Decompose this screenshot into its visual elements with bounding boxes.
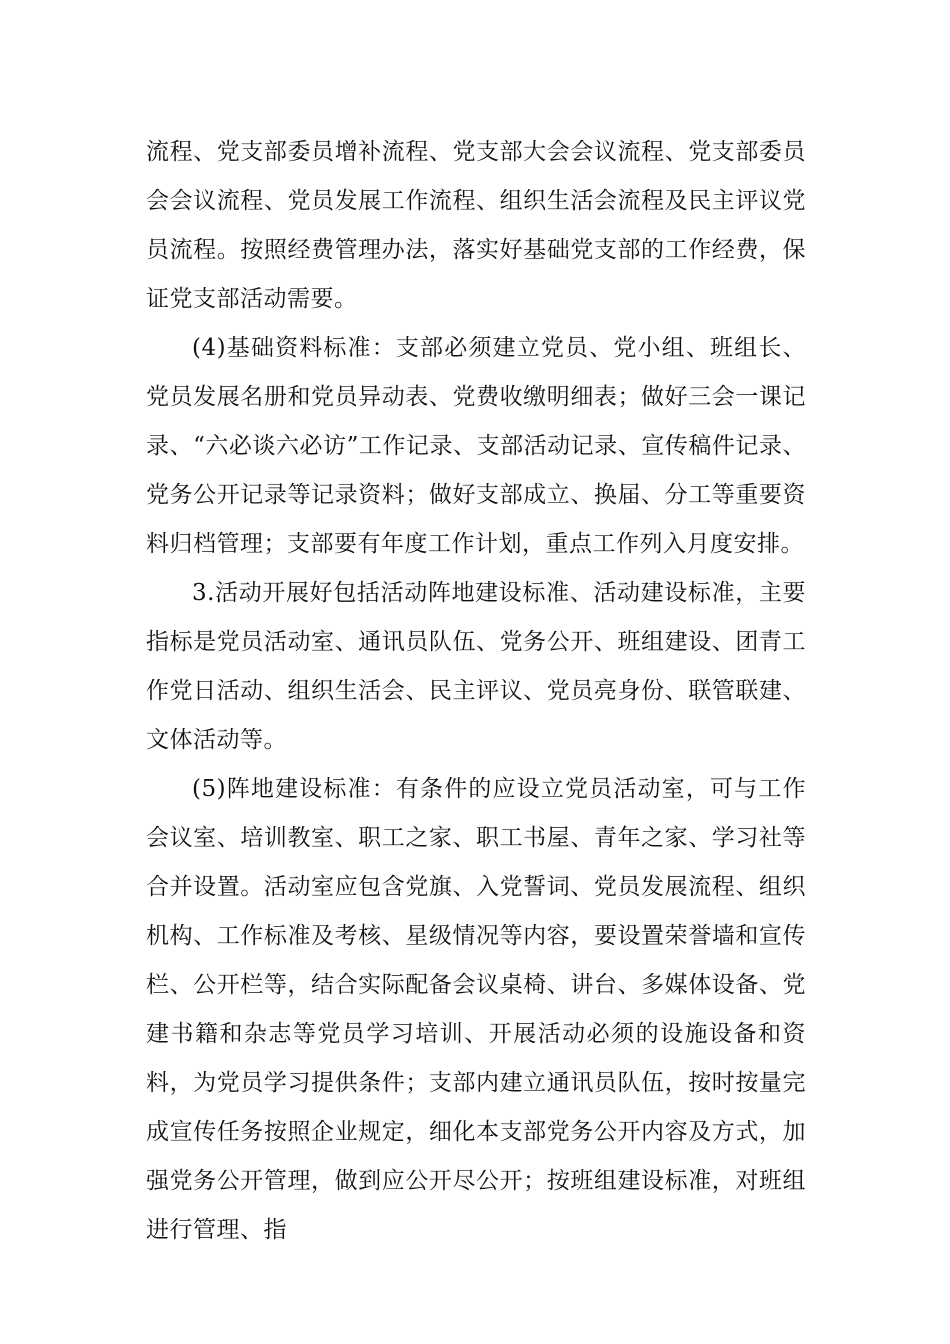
paragraph-basic-materials-standard: (4)基础资料标准：支部必须建立党员、党小组、班组长、党员发展名册和党员异动表、党费收缴明细表；做好三会一课记录、“六必谈六必访”工作记录、支部活动记录、宣传稿件记录、党务公开记录等记录资料；做好支部成立、换届、分工等重要资料归档管理；支部要有年度工作计划，重点工作列入月度安排。 — [146, 335, 806, 557]
document-page — [146, 128, 806, 1255]
paragraph-continued: 流程、党支部委员增补流程、党支部大会会议流程、党支部委员会会议流程、党员发展工作流程、组织生活会流程及民主评议党员流程。按照经费管理办法，落实好基础党支部的工作经费，保证党支部活动需要。 — [146, 139, 806, 312]
paragraph-activity-development: 3.活动开展好包括活动阵地建设标准、活动建设标准，主要指标是党员活动室、通讯员队伍、党务公开、班组建设、团青工作党日活动、组织生活会、民主评议、党员亮身份、联管联建、文体活动等。 — [146, 580, 806, 753]
paragraph-position-building-standard: (5)阵地建设标准：有条件的应设立党员活动室，可与工作会议室、培训教室、职工之家、职工书屋、青年之家、学习社等合并设置。活动室应包含党旗、入党誓词、党员发展流程、组织机构、工作标准及考核、星级情况等内容，要设置荣誉墙和宣传栏、公开栏等，结合实际配备会议桌椅、讲台、多媒体设备、党建书籍和杂志等党员学习培训、开展活动必须的设施设备和资料，为党员学习提供条件；支部内建立通讯员队伍，按时按量完成宣传任务按照企业规定，细化本支部党务公开内容及方式，加强党务公开管理，做到应公开尽公开；按班组建设标准，对班组进行管理、指 — [146, 776, 806, 1243]
